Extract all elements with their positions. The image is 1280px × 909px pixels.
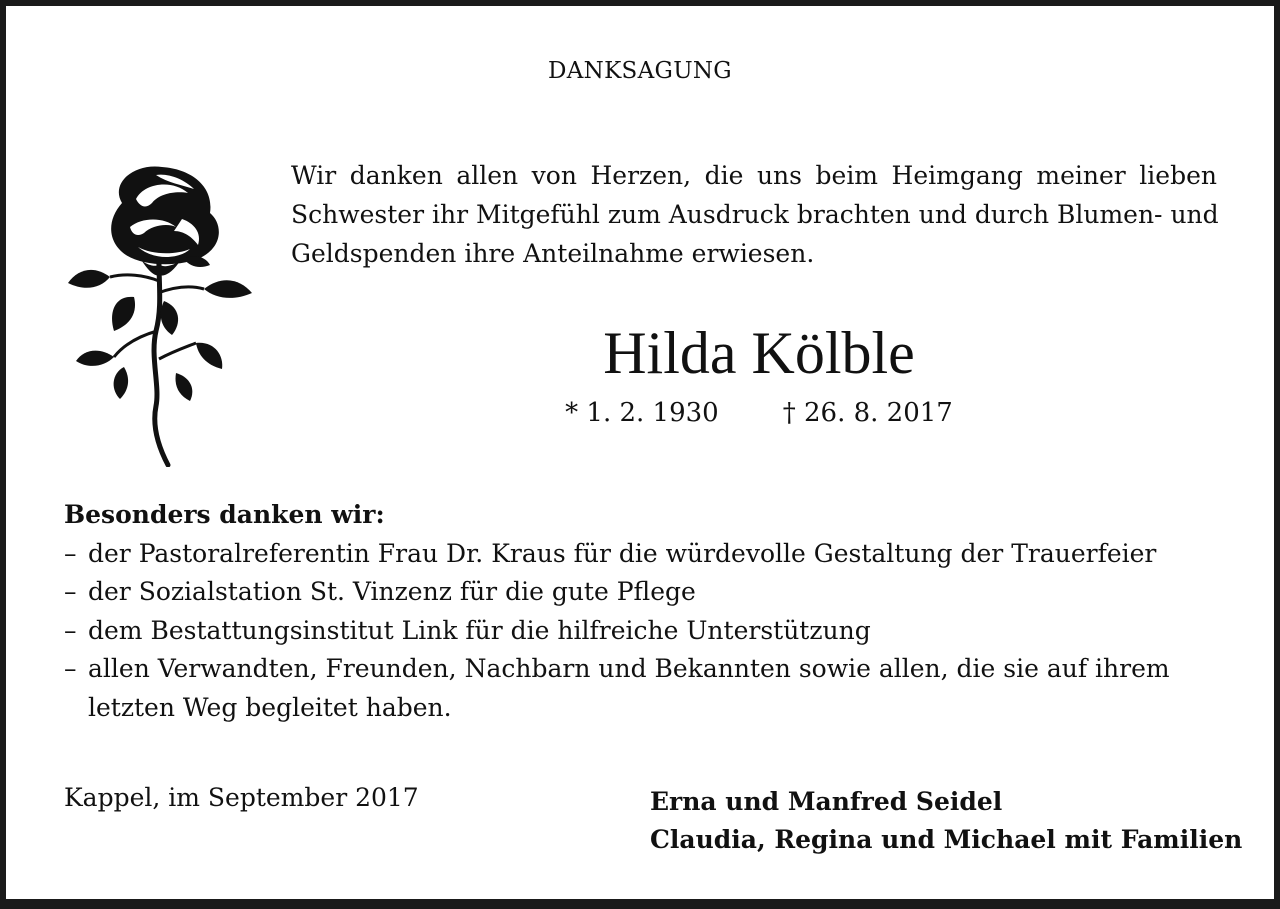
dash-bullet: – [64, 577, 77, 606]
signatory-line: Claudia, Regina und Michael mit Familien [650, 825, 1243, 854]
page-title: DANKSAGUNG [548, 58, 732, 84]
list-item-text: allen Verwandten, Freunden, Nachbarn und Bekannten sowie allen, die sie auf ihrem [88, 654, 1170, 683]
list-item-text: der Pastoralreferentin Frau Dr. Kraus für die würdevolle Gestaltung der Trauerfeier [88, 538, 1157, 568]
list-item-text: dem Bestattungsinstitut Link für die hilfreiche Unterstützung [88, 615, 871, 645]
list-item [64, 573, 1170, 612]
list-item [64, 612, 1170, 651]
thanks-heading: Besonders danken wir: [64, 500, 385, 529]
dash-bullet: – [64, 538, 77, 568]
rose-icon [64, 161, 256, 467]
list-item-text: letzten Weg begleitet haben. [88, 692, 452, 722]
intro-paragraph [291, 156, 1217, 273]
birth-date: * 1. 2. 1930 [565, 398, 719, 428]
signatories [650, 783, 1242, 859]
place-date: Kappel, im September 2017 [64, 783, 419, 812]
list-item-continuation [64, 689, 1170, 728]
death-date: † 26. 8. 2017 [782, 398, 953, 428]
thanks-list [64, 496, 1170, 727]
list-item [64, 535, 1170, 574]
list-item [64, 650, 1170, 689]
list-item-text: der Sozialstation St. Vinzenz für die gute Pflege [88, 577, 696, 606]
intro-line: Wir danken allen von Herzen, die uns beim Heimgang meiner lieben [291, 161, 1217, 190]
life-dates [296, 398, 1222, 428]
deceased-name: Hilda Kölble [603, 320, 915, 386]
intro-line: Geldspenden ihre Anteilnahme erwiesen. [291, 239, 815, 268]
intro-line: Schwester ihr Mitgefühl zum Ausdruck brachten und durch Blumen- und [291, 200, 1219, 229]
dash-bullet: – [64, 654, 77, 683]
signatory-line: Erna und Manfred Seidel [650, 787, 1003, 816]
dash-bullet: – [64, 615, 77, 645]
